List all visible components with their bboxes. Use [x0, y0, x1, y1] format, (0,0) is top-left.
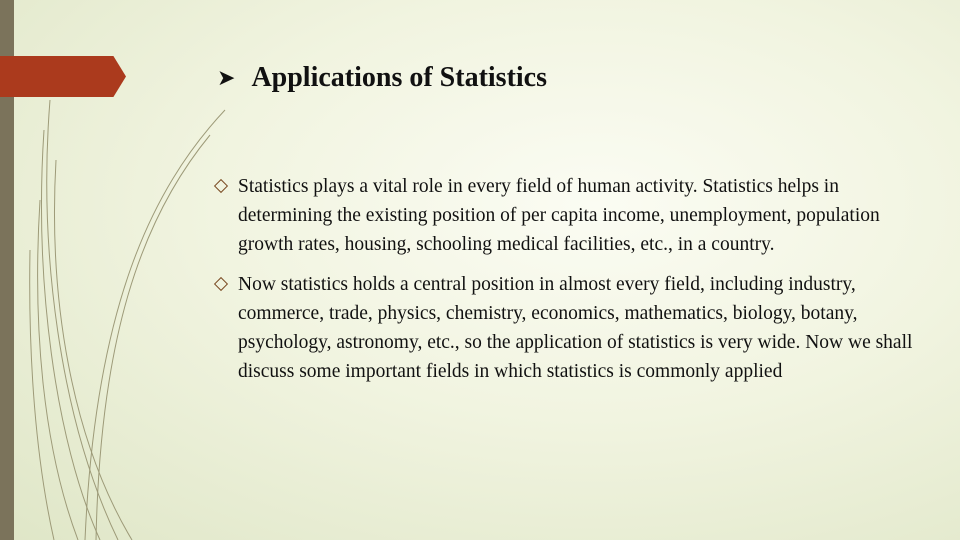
diamond-bullet-icon	[214, 277, 228, 291]
diamond-bullet-icon	[214, 179, 228, 193]
title-text: Applications of Statistics	[251, 62, 548, 93]
title-accent-tab	[0, 56, 126, 97]
arrow-bullet-icon: ➤	[217, 65, 236, 91]
slide-title	[217, 56, 547, 100]
bullet-item	[216, 172, 916, 259]
bullet-text: Statistics plays a vital role in every field of human activity. Statistics helps in determining the existing position of per capita income, unemployment, population growth rates, housing, schooling medical facilities, etc., in a country.	[238, 176, 880, 255]
bullet-item	[216, 270, 916, 386]
bullet-text: Now statistics holds a central position in almost every field, including industry, commerce, trade, physics, chemistry, economics, mathematics, biology, botany, psychology, astronomy, etc., so the application of statistics is very wide. Now we shall discuss some important fields in which statistics is commonly applied	[238, 274, 913, 382]
bullet-list	[216, 172, 916, 397]
